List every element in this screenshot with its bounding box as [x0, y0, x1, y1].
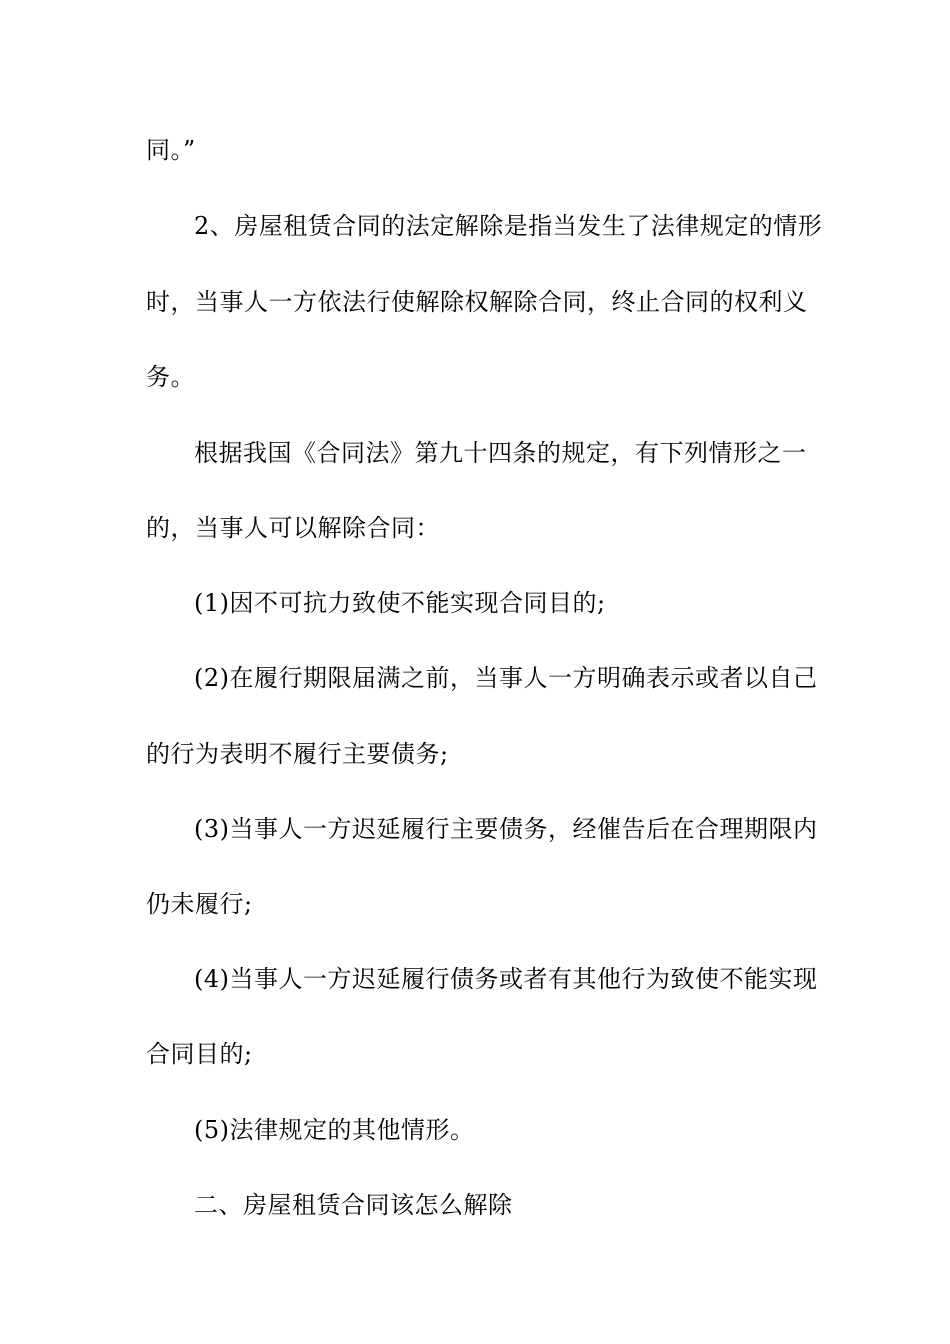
list-item-4: (4)当事人一方迟延履行债务或者有其他行为致使不能实现: [194, 965, 818, 993]
list-item-1: (1)因不可抗力致使不能实现合同目的;: [194, 589, 606, 617]
text-line-5: 根据我国《合同法》第九十四条的规定，有下列情形之一: [194, 439, 807, 467]
section-heading: 二、房屋租赁合同该怎么解除: [194, 1191, 513, 1219]
list-item-2: (2)在履行期限届满之前，当事人一方明确表示或者以自己: [194, 664, 818, 692]
list-item-3-cont: 仍未履行;: [146, 890, 253, 918]
text-line-4: 务。: [146, 363, 195, 391]
list-item-3: (3)当事人一方迟延履行主要债务，经催告后在合理期限内: [194, 815, 818, 843]
text-line-1: 同。”: [146, 136, 196, 164]
text-line-6: 的，当事人可以解除合同：: [146, 514, 440, 542]
text-line-3: 时，当事人一方依法行使解除权解除合同，终止合同的权利义: [146, 288, 808, 316]
list-item-4-cont: 合同目的;: [146, 1040, 253, 1068]
list-item-2-cont: 的行为表明不履行主要债务;: [146, 740, 449, 768]
text-line-2: 2、房屋租赁合同的法定解除是指当发生了法律规定的情形: [194, 212, 823, 240]
list-item-5: (5)法律规定的其他情形。: [194, 1116, 475, 1144]
